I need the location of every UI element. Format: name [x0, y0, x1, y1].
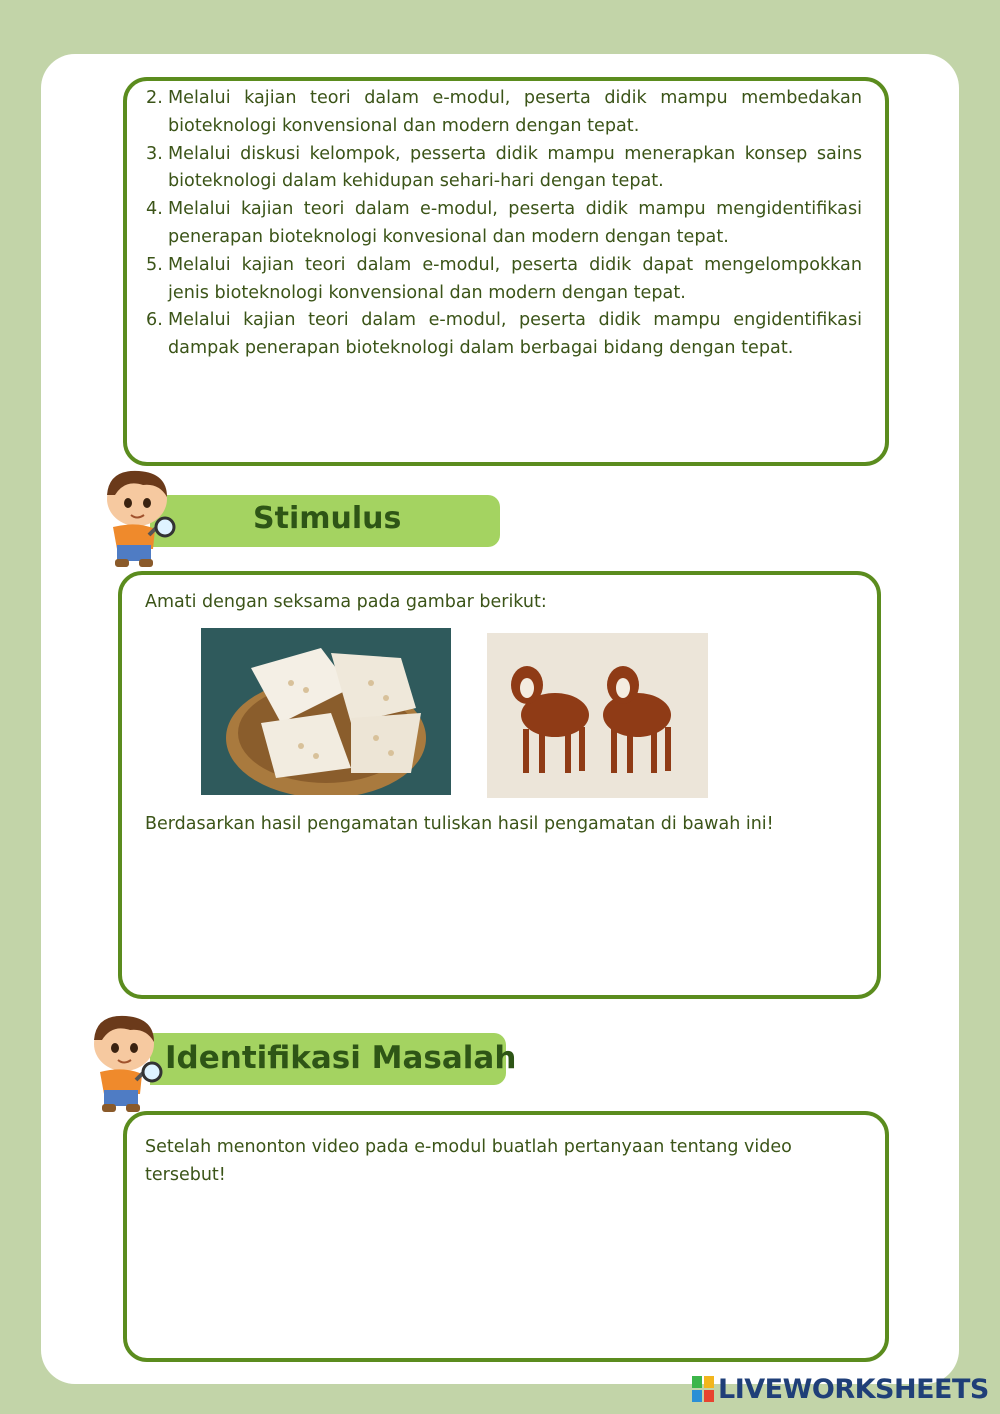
- learning-objectives-list: [146, 85, 862, 363]
- identifikasi-title: Identifikasi Masalah: [165, 1040, 517, 1076]
- objective-item: 4. Melalui kajian teori dalam e-modul, peserta didik mampu mengidentifikasi penerapan bioteknologi konvesional dan modern dengan tepat.: [146, 199, 862, 247]
- liveworksheets-logo: [692, 1373, 989, 1405]
- stimulus-prompt: Berdasarkan hasil pengamatan tuliskan hasil pengamatan di bawah ini!: [145, 814, 774, 834]
- kid-magnifier-icon: [80, 1010, 166, 1116]
- kid-magnifier-icon: [93, 465, 179, 571]
- objective-item: 3. Melalui diskusi kelompok, pesserta didik mampu menerapkan konsep sains bioteknologi dalam kehidupan sehari-hari dengan tepat.: [146, 143, 862, 192]
- identifikasi-banner: [150, 1033, 517, 1085]
- objective-item: 2. Melalui kajian teori dalam e-modul, peserta didik mampu membedakan bioteknologi konvensional dan modern dengan tepat.: [146, 88, 862, 136]
- brand-name: LIVEWORKSHEETS: [718, 1373, 989, 1405]
- stimulus-banner: [150, 495, 500, 547]
- stimulus-instruction: Amati dengan seksama pada gambar berikut:: [145, 592, 547, 612]
- stimulus-title: Stimulus: [253, 501, 402, 536]
- tempe-photo: [201, 628, 451, 795]
- liveworksheets-logo-icon: [692, 1376, 714, 1402]
- objective-item: 6. Melalui kajian teori dalam e-modul, peserta didik mampu engidentifikasi dampak penerapan bioteknologi dalam berbagai bidang dengan tepat.: [146, 310, 862, 359]
- identifikasi-instruction: Setelah menonton video pada e-modul buatlah pertanyaan tentang video tersebut!: [145, 1137, 792, 1185]
- objective-item: 5. Melalui kajian teori dalam e-modul, peserta didik dapat mengelompokkan jenis bioteknologi konvensional dan modern dengan tepat.: [146, 254, 862, 303]
- cloned-calves-photo: [487, 633, 708, 798]
